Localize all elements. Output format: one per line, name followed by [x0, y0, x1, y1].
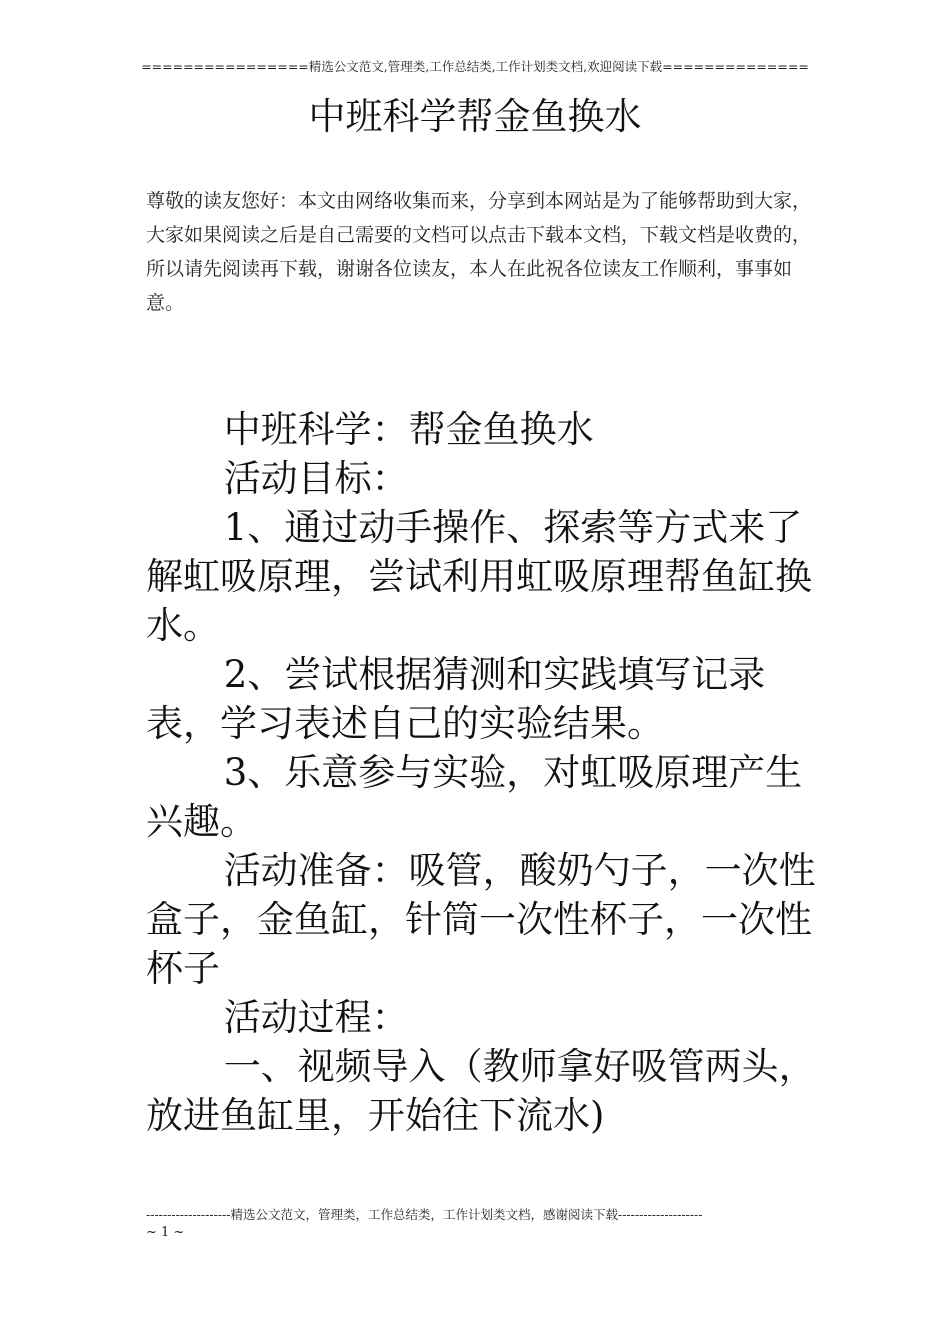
page-number: ~ 1 ~ [146, 1225, 185, 1240]
header-banner: ================精选公文范文,管理类,工作总结类,工作计划类文档,欢迎阅读下载============== [141, 59, 809, 74]
body-paragraph-preparation: 活动准备：吸管，酸奶勺子，一次性盒子，金鱼缸，针筒一次性杯子，一次性杯子 [146, 849, 816, 990]
body-paragraph-heading: 中班科学：帮金鱼换水 [223, 408, 594, 451]
body-paragraph-step-1: 一、视频导入（教师拿好吸管两头，放进鱼缸里，开始往下流水) [146, 1045, 816, 1137]
body-paragraph-process-label: 活动过程： [223, 996, 409, 1039]
body-paragraph-goal-1: 1、通过动手操作、探索等方式来了解虹吸原理，尝试利用虹吸原理帮鱼缸换水。 [146, 506, 812, 647]
body-paragraph-goal-2: 2、尝试根据猜测和实践填写记录表，学习表述自己的实验结果。 [146, 653, 766, 745]
footer-banner: --------------------精选公文范文，管理类，工作总结类，工作计划类文档，感谢阅读下载-------------------- [146, 1207, 703, 1222]
body-paragraph-goal-3: 3、乐意参与实验，对虹吸原理产生兴趣。 [146, 751, 803, 843]
document-body [146, 405, 816, 1140]
body-paragraph-goals-label: 活动目标： [223, 457, 409, 500]
document-title: 中班科学帮金鱼换水 [308, 95, 642, 138]
intro-paragraph: 尊敬的读友您好：本文由网络收集而来，分享到本网站是为了能够帮助到大家，大家如果阅读之后是自己需要的文档可以点击下载本文档，下载文档是收费的，所以请先阅读再下载，谢谢各位读友，本人在此祝各位读友工作顺利，事事如意。 [146, 190, 812, 314]
